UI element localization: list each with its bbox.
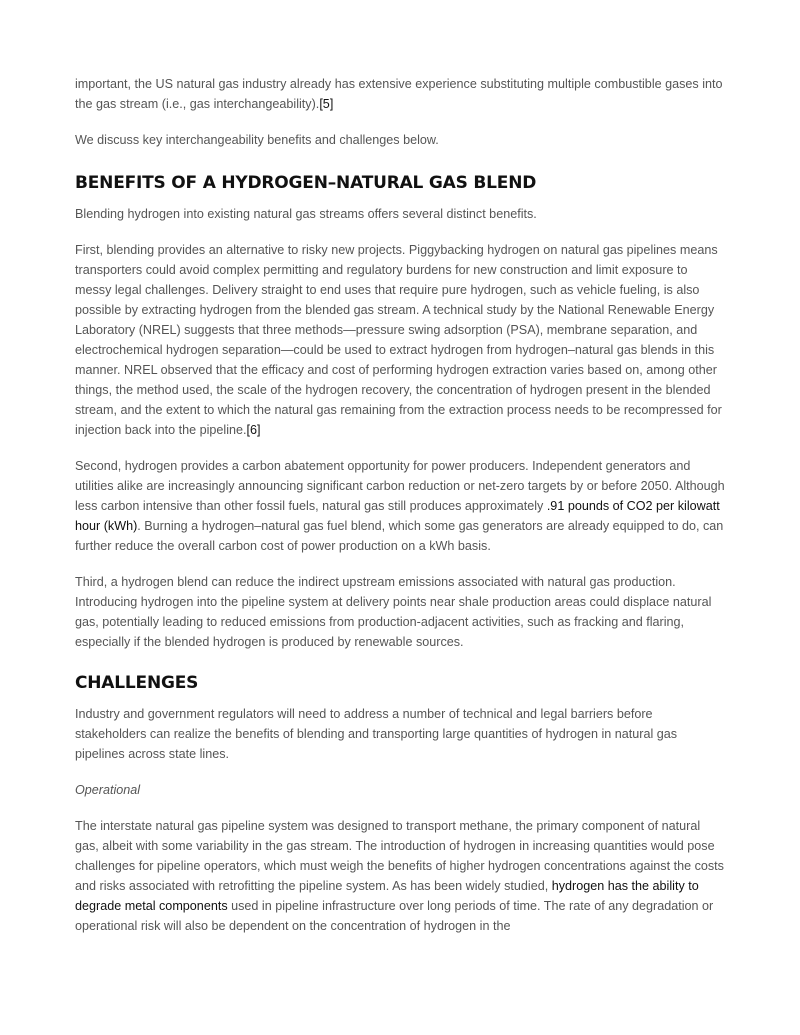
operational-text-before: The interstate natural gas pipeline system was designed to transport methane, the primary component of natural gas, albeit with some variability in the gas stream. The introduction of hydrogen in increasing quantities would pose challenges for pipeline operators, which must weigh the benefits of higher hydrogen concentrations against the costs and risks associated with retrofitting the pipeline system. As has been widely studied,	[75, 819, 724, 893]
intro-summary: We discuss key interchangeability benefits and challenges below.	[75, 133, 439, 147]
benefit-first-paragraph	[75, 240, 725, 440]
benefit-first-text: First, blending provides an alternative to risky new projects. Piggybacking hydrogen on natural gas pipelines means transporters could avoid complex permitting and regulatory burdens for new construction and limit exposure to messy legal challenges. Delivery straight to end uses that require pure hydrogen, such as vehicle fueling, is also possible by extracting hydrogen from the blended gas stream. A technical study by the National Renewable Energy Laboratory (NREL) suggests that three methods—pressure swing adsorption (PSA), membrane separation, and electrochemical hydrogen separation—could be used to extract hydrogen from hydrogen–natural gas blends in this manner. NREL observed that the efficacy and cost of performing hydrogen extraction varies based on, among other things, the method used, the scale of the hydrogen recovery, the concentration of hydrogen present in the blended stream, and the extent to which the natural gas remaining from the extraction process needs to be recompressed for injection back into the pipeline.	[75, 243, 722, 437]
intro-paragraph	[75, 74, 725, 114]
co2-per-kwh-link[interactable]: .91 pounds of CO2 per kilowatt hour (kWh)	[75, 499, 720, 533]
benefit-second-text-before: Second, hydrogen provides a carbon abatement opportunity for power producers. Independent generators and utilities alike are increasingly announcing significant carbon reduction or net-zero targets by or before 2050. Although less carbon intensive than other fossil fuels, natural gas still produces approximately	[75, 459, 725, 513]
benefit-second-paragraph	[75, 456, 725, 556]
challenges-heading: CHALLENGES	[75, 673, 199, 693]
hydrogen-degrade-metal-link[interactable]: hydrogen has the ability to degrade metal components	[75, 879, 699, 913]
operational-paragraph	[75, 816, 725, 936]
operational-text-after: used in pipeline infrastructure over long periods of time. The rate of any degradation or operational risk will also be dependent on the concentration of hydrogen in the	[75, 899, 714, 933]
operational-subheading: Operational	[75, 783, 141, 797]
intro-paragraph-text: important, the US natural gas industry already has extensive experience substituting multiple combustible gases into the gas stream (i.e., gas interchangeability).	[75, 77, 723, 111]
benefits-heading: BENEFITS OF A HYDROGEN–NATURAL GAS BLEND	[75, 173, 537, 193]
challenges-lead: Industry and government regulators will need to address a number of technical and legal barriers before stakeholders can realize the benefits of blending and transporting large quantities of hydrogen in natural gas pipelines across state lines.	[75, 707, 678, 761]
benefit-second-text-after: . Burning a hydrogen–natural gas fuel blend, which some gas generators are already equipped to do, can further reduce the overall carbon cost of power production on a kWh basis.	[75, 519, 724, 553]
benefits-lead: Blending hydrogen into existing natural gas streams offers several distinct benefits.	[75, 207, 537, 221]
benefit-third-paragraph: Third, a hydrogen blend can reduce the indirect upstream emissions associated with natural gas production. Introducing hydrogen into the pipeline system at delivery points near shale production areas could displace natural gas, potentially leading to reduced emissions from production-adjacent activities, such as fracking and flaring, especially if the blended hydrogen is produced by renewable sources.	[75, 575, 712, 649]
footnote-ref-5[interactable]: [5]	[319, 97, 334, 111]
document-page	[75, 74, 725, 952]
footnote-ref-6[interactable]: [6]	[246, 423, 261, 437]
